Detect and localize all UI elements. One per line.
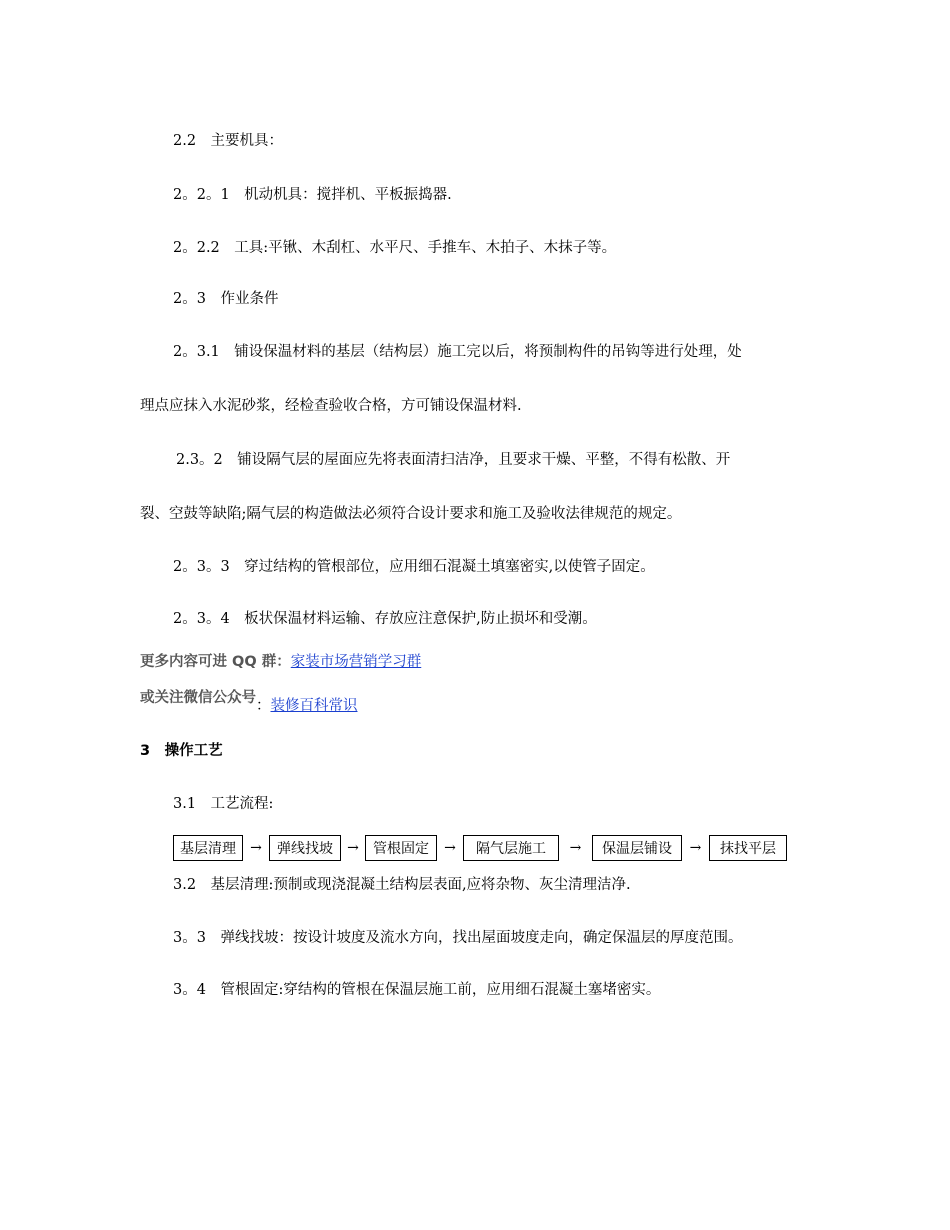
section-2-3-4: 2。3。4 板状保温材料运输、存放应注意保护,防止损坏和受潮。	[173, 611, 597, 627]
wechat-account-link[interactable]: 装修百科常识	[270, 698, 358, 714]
flow-step-5: 保温层铺设	[592, 835, 682, 861]
section-2-3-heading: 2。3 作业条件	[173, 291, 279, 307]
flow-step-1: 基层清理	[173, 835, 243, 861]
flow-arrow-icon: →	[347, 840, 359, 856]
section-2-2-1: 2。2。1 机动机具：搅拌机、平板振捣器.	[173, 187, 452, 203]
wechat-colon: ：	[256, 698, 271, 714]
flow-step-2: 弹线找坡	[269, 835, 341, 861]
section-2-3-1-line1: 2。3.1 铺设保温材料的基层（结构层）施工完以后，将预制构件的吊钩等进行处理，处	[173, 344, 742, 360]
section-3-2: 3.2 基层清理:预制或现浇混凝土结构层表面,应将杂物、灰尘清理洁净.	[173, 877, 631, 893]
section-2-2-2: 2。2.2 工具:平锹、木刮杠、水平尺、手推车、木拍子、木抹子等。	[173, 240, 617, 256]
section-3-4: 3。4 管根固定:穿结构的管根在保温层施工前，应用细石混凝土塞堵密实。	[173, 982, 661, 998]
section-3-3: 3。3 弹线找坡：按设计坡度及流水方向，找出屋面坡度走向，确定保温层的厚度范围。	[173, 930, 743, 946]
section-2-3-3: 2。3。3 穿过结构的管根部位，应用细石混凝土填塞密实,以使管子固定。	[173, 559, 655, 575]
flow-arrow-icon: →	[250, 840, 262, 856]
flow-arrow-icon: →	[689, 840, 702, 856]
process-flow-diagram	[173, 833, 787, 863]
flow-arrow-icon: →	[444, 840, 456, 856]
flow-step-3: 管根固定	[365, 835, 437, 861]
section-3-1-heading: 3.1 工艺流程:	[173, 796, 274, 812]
qq-group-link[interactable]: 家装市场营销学习群	[290, 654, 422, 670]
section-2-2-heading: 2.2 主要机具：	[173, 133, 284, 149]
section-2-3-2-line1: 2.3。2 铺设隔气层的屋面应先将表面清扫洁净，且要求干燥、平整，不得有松散、开	[176, 452, 731, 468]
flow-step-6: 抹找平层	[709, 835, 787, 861]
section-2-3-2-line2: 裂、空鼓等缺陷;隔气层的构造做法必须符合设计要求和施工及验收法律规范的规定。	[140, 506, 682, 522]
qq-promo-line	[140, 652, 421, 672]
section-3-heading: 3 操作工艺	[140, 743, 223, 759]
qq-promo-label: 更多内容可进 QQ 群：	[140, 654, 291, 670]
wechat-promo-line	[140, 688, 358, 714]
wechat-promo-label: 或关注微信公众号	[140, 690, 256, 706]
flow-step-4: 隔气层施工	[463, 835, 559, 861]
flow-arrow-icon: →	[569, 840, 582, 856]
section-2-3-1-line2: 理点应抹入水泥砂浆，经检查验收合格，方可铺设保温材料.	[140, 398, 522, 414]
